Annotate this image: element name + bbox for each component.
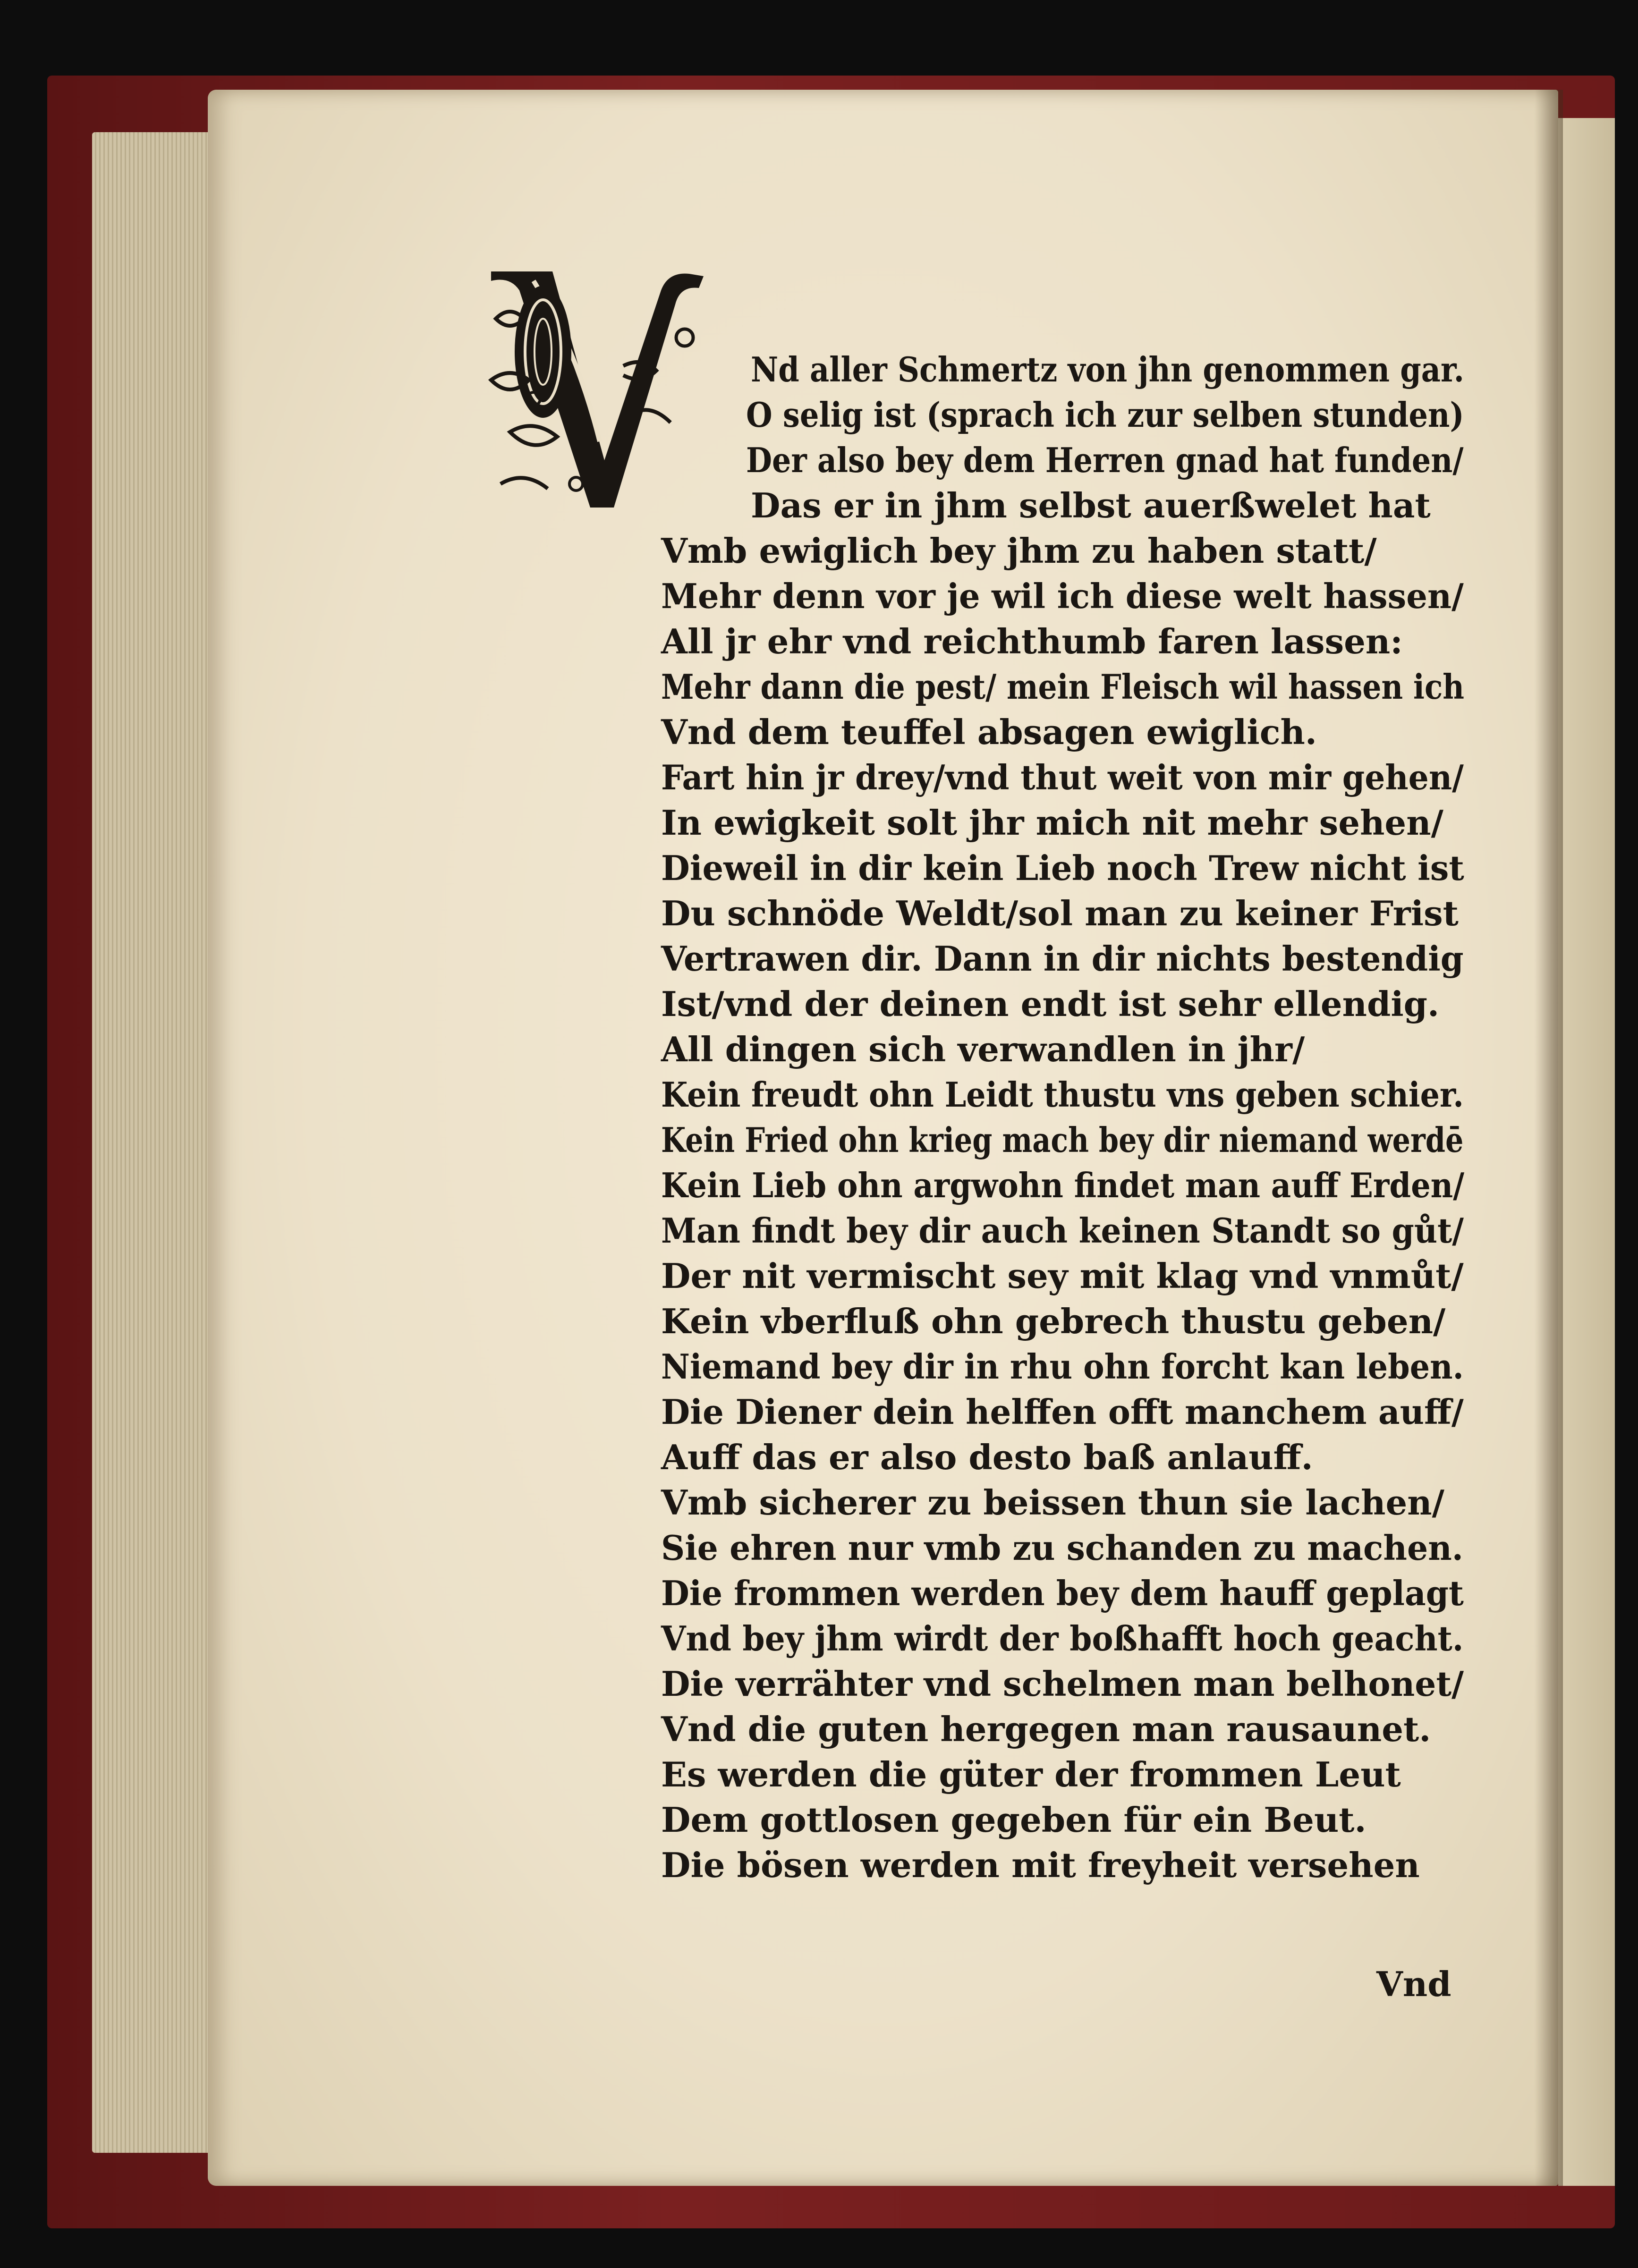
text-line: Es werden die güter der frommen Leut xyxy=(661,1754,1401,1794)
text-line: All dingen sich verwandlen in jhr/ xyxy=(661,1029,1305,1069)
text-line: In ewigkeit solt jhr mich nit mehr sehen/ xyxy=(661,803,1443,843)
text-line: All jr ehr vnd reichthumb faren lassen: xyxy=(661,621,1403,661)
text-line: Dieweil in dir kein Lieb noch Trew nicht ist xyxy=(661,848,1464,888)
text-line: Kein Lieb ohn argwohn findet man auff Erden/ xyxy=(661,1165,1465,1205)
text-line: Die verrähter vnd schelmen man belhonet/ xyxy=(661,1664,1464,1704)
text-line: Fart hin jr drey/vnd thut weit von mir gehen/ xyxy=(661,757,1464,797)
gutter-shadow xyxy=(1535,90,1563,2186)
text-line: Nd aller Schmertz von jhn genommen gar. xyxy=(751,349,1464,389)
text-line: Vnd die guten hergegen man rausaunet. xyxy=(661,1709,1431,1749)
text-line: Die bösen werden mit freyheit versehen xyxy=(661,1845,1420,1885)
text-line: Vmb sicherer zu beissen thun sie lachen/ xyxy=(661,1482,1444,1523)
text-line: Der also bey dem Herren gnad hat funden/ xyxy=(746,440,1464,480)
text-line: Vnd bey jhm wirdt der boßhafft hoch geacht. xyxy=(661,1618,1464,1659)
text-line: Kein Fried ohn krieg mach bey dir niemand werdē xyxy=(661,1120,1464,1160)
text-line: Ist/vnd der deinen endt ist sehr ellendig. xyxy=(661,984,1440,1024)
text-line: Kein vberfluß ohn gebrech thustu geben/ xyxy=(661,1301,1446,1341)
text-line: Auff das er also desto baß anlauff. xyxy=(661,1437,1313,1477)
text-line: Vmb ewiglich bey jhm zu haben statt/ xyxy=(661,531,1377,571)
catchword: Vnd xyxy=(1376,1964,1451,2004)
text-line: Dem gottlosen gegeben für ein Beut. xyxy=(661,1800,1366,1840)
text-line: Der nit vermischt sey mit klag vnd vnmůt/ xyxy=(661,1256,1464,1296)
text-line: Die frommen werden bey dem hauff geplagt xyxy=(661,1573,1464,1613)
text-line: Niemand bey dir in rhu ohn forcht kan leben. xyxy=(661,1346,1464,1387)
text-line: Die Diener dein helffen offt manchem auff/ xyxy=(661,1392,1464,1432)
text-line: Mehr dann die pest/ mein Fleisch wil hassen ich xyxy=(661,667,1465,707)
text-line: Das er in jhm selbst auerßwelet hat xyxy=(751,485,1431,525)
text-line: Du schnöde Weldt/sol man zu keiner Frist xyxy=(661,893,1459,933)
facing-page-edge xyxy=(1558,118,1615,2186)
verse-text xyxy=(661,347,1464,1888)
book xyxy=(47,76,1615,2228)
text-line: Kein freudt ohn Leidt thustu vns geben schier. xyxy=(661,1075,1464,1115)
text-line: Man findt bey dir auch keinen Standt so gůt/ xyxy=(661,1210,1464,1251)
text-line: Vnd dem teuffel absagen ewiglich. xyxy=(661,712,1317,752)
text-line: Mehr denn vor je wil ich diese welt hassen/ xyxy=(661,576,1464,616)
text-line: Vertrawen dir. Dann in dir nichts bestendig xyxy=(661,939,1464,979)
text-line: Sie ehren nur vmb zu schanden zu machen. xyxy=(661,1528,1463,1568)
text-line: O selig ist (sprach ich zur selben stunden) xyxy=(746,395,1464,435)
